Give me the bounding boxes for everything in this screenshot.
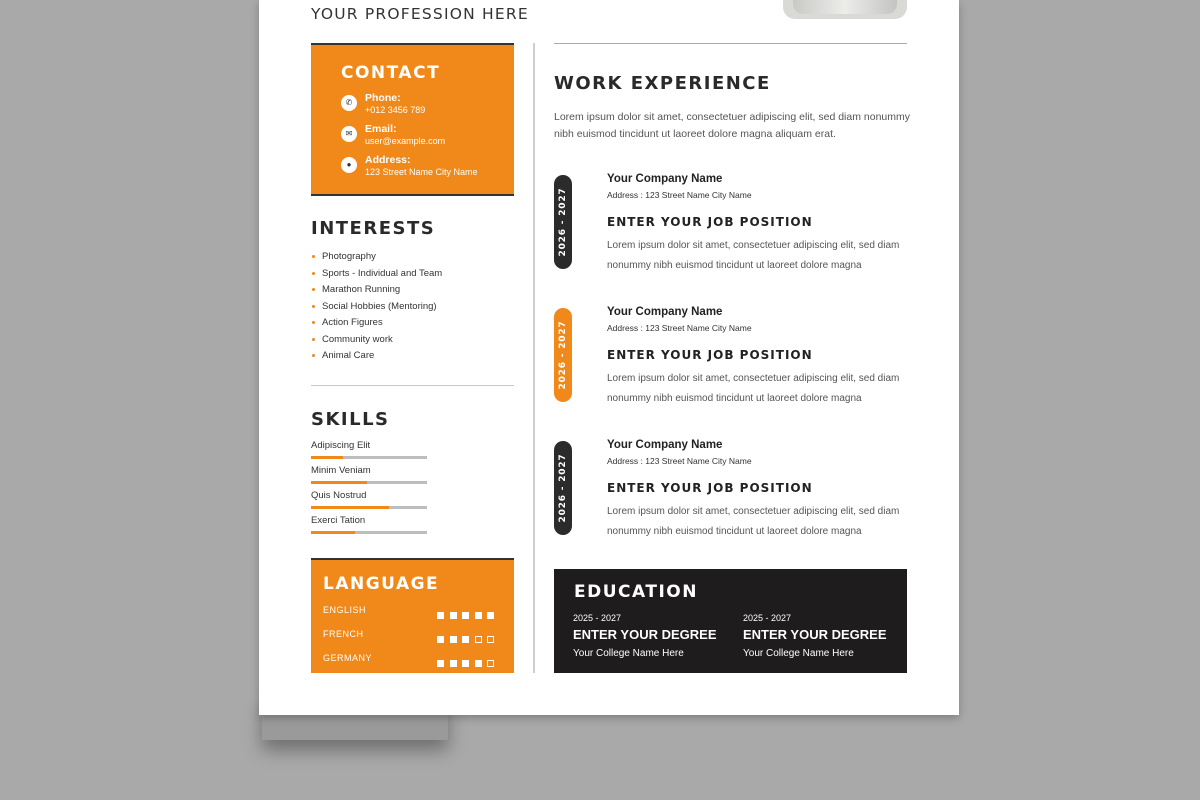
skill-name: Quis Nostrud	[311, 490, 367, 501]
header-divider	[554, 43, 907, 44]
interest-item: Animal Care	[311, 349, 442, 366]
education-years: 2025 - 2027	[573, 613, 622, 623]
address-value: 123 Street Name City Name	[365, 167, 478, 177]
education-college: Your College Name Here	[743, 648, 854, 659]
job-years: 2026 - 2027	[558, 187, 568, 257]
interests-divider	[311, 385, 514, 386]
education-years: 2025 - 2027	[743, 613, 792, 623]
interest-item: Community work	[311, 333, 442, 350]
rating-square-filled	[475, 660, 482, 667]
skill-bar	[311, 481, 427, 484]
education-college: Your College Name Here	[573, 648, 684, 659]
company-address: Address : 123 Street Name City Name	[607, 323, 752, 333]
company-address: Address : 123 Street Name City Name	[607, 456, 752, 466]
education-degree: ENTER YOUR DEGREE	[743, 627, 887, 642]
skill-fill	[311, 481, 367, 484]
job-years-pill	[554, 175, 572, 269]
interest-item: Action Figures	[311, 316, 442, 333]
rating-square-empty	[475, 636, 482, 643]
phone-value: +012 3456 789	[365, 105, 426, 115]
interest-item: Marathon Running	[311, 283, 442, 300]
profile-photo	[783, 0, 907, 19]
skill-name: Minim Veniam	[311, 465, 371, 476]
language-title: LANGUAGE	[323, 574, 440, 594]
skill-item	[311, 490, 427, 501]
rating-square-filled	[437, 636, 444, 643]
skill-item	[311, 440, 427, 451]
work-experience-title: WORK EXPERIENCE	[554, 73, 771, 94]
company-name: Your Company Name	[607, 173, 723, 185]
phone-label: Phone:	[365, 92, 401, 104]
skills-title: SKILLS	[311, 409, 390, 430]
company-name: Your Company Name	[607, 439, 723, 451]
rating-square-empty	[487, 660, 494, 667]
rating-square-filled	[487, 612, 494, 619]
skill-bar	[311, 506, 427, 509]
phone-icon: ✆	[341, 95, 357, 111]
location-icon: ●	[341, 157, 357, 173]
job-description: Lorem ipsum dolor sit amet, consectetuer adipiscing elit, sed diam nonummy nibh euismod tincidunt ut laoreet dolore magna	[607, 373, 900, 404]
rating-square-filled	[475, 612, 482, 619]
education-degree: ENTER YOUR DEGREE	[573, 627, 717, 642]
rating-square-filled	[437, 660, 444, 667]
job-years: 2026 - 2027	[558, 453, 568, 523]
job-position: ENTER YOUR JOB POSITION	[607, 481, 813, 495]
job-position: ENTER YOUR JOB POSITION	[607, 215, 813, 229]
language-section	[311, 558, 514, 673]
skill-fill	[311, 456, 343, 459]
profession-title: YOUR PROFESSION HERE	[311, 5, 529, 23]
education-entry	[743, 613, 903, 659]
resume-page	[259, 0, 959, 715]
rating-square-filled	[462, 636, 469, 643]
language-rating	[437, 606, 500, 624]
education-section	[554, 569, 907, 673]
rating-square-filled	[450, 660, 457, 667]
email-label: Email:	[365, 123, 397, 135]
job-entry	[554, 175, 914, 275]
education-title: EDUCATION	[574, 582, 698, 602]
interest-item: Photography	[311, 250, 442, 267]
address-label: Address:	[365, 154, 411, 166]
language-rating	[437, 654, 500, 672]
company-address: Address : 123 Street Name City Name	[607, 190, 752, 200]
language-name: ENGLISH	[323, 605, 367, 615]
interests-list	[311, 250, 442, 366]
language-rating	[437, 630, 500, 648]
email-value: user@example.com	[365, 136, 446, 146]
skill-item	[311, 465, 427, 476]
mail-icon: ✉	[341, 126, 357, 142]
skill-item	[311, 515, 427, 526]
job-years: 2026 - 2027	[558, 320, 568, 390]
work-experience-intro: Lorem ipsum dolor sit amet, consectetuer adipiscing elit, sed diam nonummy nibh euismod tincidunt ut laoreet dolore magna aliquam erat.	[554, 111, 910, 140]
job-description: Lorem ipsum dolor sit amet, consectetuer adipiscing elit, sed diam nonummy nibh euismod tincidunt ut laoreet dolore magna	[607, 506, 900, 537]
contact-section	[311, 43, 514, 196]
rating-square-empty	[487, 636, 494, 643]
interest-item: Sports - Individual and Team	[311, 267, 442, 284]
job-entry	[554, 308, 914, 408]
rating-square-filled	[450, 636, 457, 643]
job-years-pill	[554, 441, 572, 535]
company-name: Your Company Name	[607, 306, 723, 318]
language-name: FRENCH	[323, 629, 364, 639]
interests-title: INTERESTS	[311, 218, 436, 239]
skill-fill	[311, 531, 355, 534]
job-entry	[554, 441, 914, 541]
skill-fill	[311, 506, 389, 509]
skill-bar	[311, 531, 427, 534]
rating-square-filled	[450, 612, 457, 619]
contact-title: CONTACT	[341, 63, 441, 83]
rating-square-filled	[462, 660, 469, 667]
skill-bar	[311, 456, 427, 459]
education-entry	[573, 613, 733, 659]
job-description: Lorem ipsum dolor sit amet, consectetuer adipiscing elit, sed diam nonummy nibh euismod tincidunt ut laoreet dolore magna	[607, 240, 900, 271]
rating-square-filled	[437, 612, 444, 619]
skill-name: Adipiscing Elit	[311, 440, 371, 451]
column-divider	[533, 43, 535, 673]
interest-item: Social Hobbies (Mentoring)	[311, 300, 442, 317]
rating-square-filled	[462, 612, 469, 619]
skill-name: Exerci Tation	[311, 515, 366, 526]
language-name: GERMANY	[323, 653, 373, 663]
job-position: ENTER YOUR JOB POSITION	[607, 348, 813, 362]
job-years-pill	[554, 308, 572, 402]
